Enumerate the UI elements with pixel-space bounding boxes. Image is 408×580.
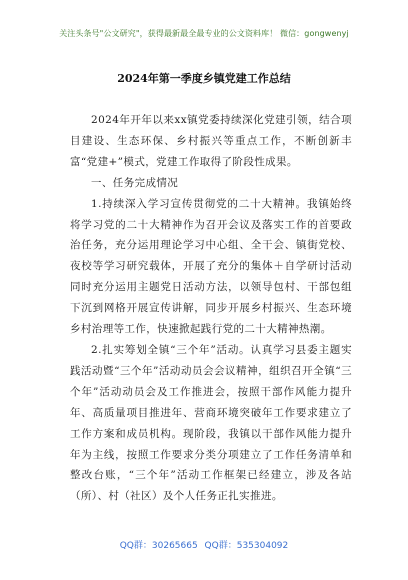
document-body [70,110,352,507]
paragraph-item-1: 1.持续深入学习宣传贯彻党的二十大精神。我镇始终将学习党的二十大精神作为召开会议及落实工作的首要政治任务，充分运用理论学习中心组、全干会、镇街党校、夜校等学习研究载体，开展了充分的集体＋自学研讨活动同时充分运用主题党日活动方法，以领导包村、干部包组下沉到网格开展宣传讲解，同步开展乡村振兴、生态环境乡村治理等工作，快速掀起践行党的二十大精神热潮。 [70,197,352,336]
header-banner: 关注头条号"公文研究"，获得最新最全最专业的公文资料库！ 微信：gongwenyj [59,29,349,38]
paragraph-intro: 2024年开年以来xx镇党委持续深化党建引领，结合项目建设、生态环保、乡村振兴等重点工作，不断创新丰富“党建+”模式，党建工作取得了阶段性成果。 [70,114,352,168]
section-heading: 一、任务完成情况 [91,176,179,189]
footer-contact: QQ群：30265665 QQ群：535304092 [119,541,289,551]
document-title: 2024年第一季度乡镇党建工作总结 [117,72,291,85]
paragraph-item-2: 2.扎实筹划全镇“三个年”活动。认真学习县委主题实践活动暨“三个年”活动动员会会议精神，组织召开全镇“三个年”活动动员会及工作推进会，按照干部作风能力提升年、高质量项目推进年、营商环境突破年工作要求建立了工作方案和成员机构。现阶段，我镇以干部作风能力提升年为主线，按照工作要求分类分项建立了工作任务清单和整改台账，“三个年”活动工作框架已经建立，涉及各站（所）、村（社区）及个人任务正扎实推进。 [70,343,352,503]
